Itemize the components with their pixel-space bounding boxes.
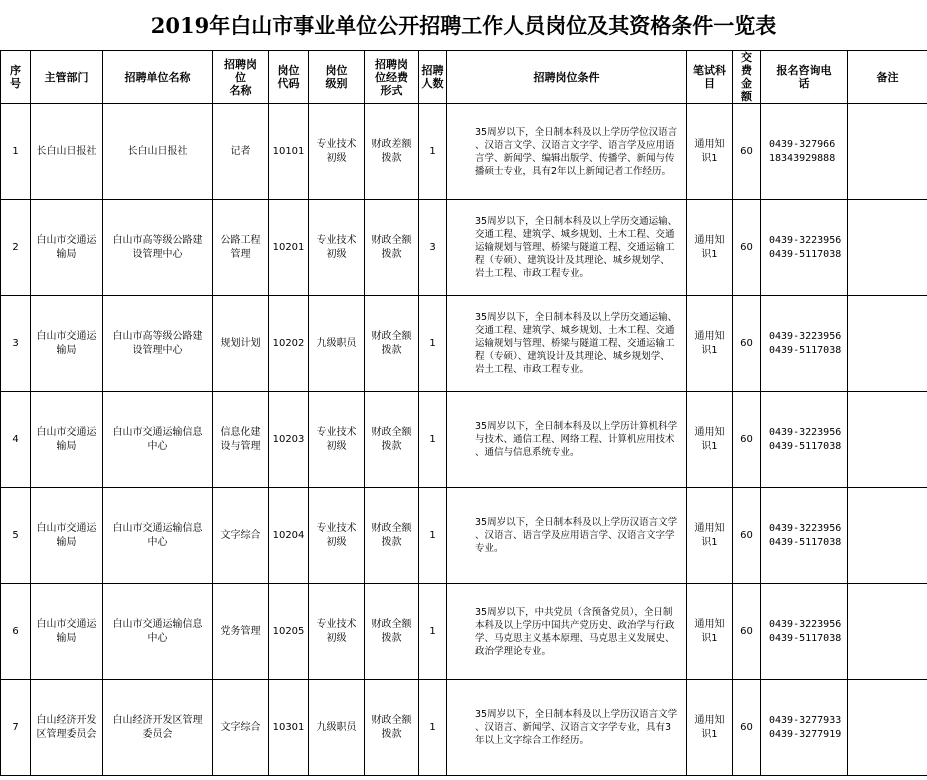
cell-phone: 0439-3223956 0439-5117038 [761, 488, 848, 584]
cell-fee: 60 [733, 488, 761, 584]
cell-fee: 60 [733, 296, 761, 392]
cell-fee: 60 [733, 680, 761, 776]
cell-no: 2 [1, 200, 31, 296]
cell-level: 专业技术 初级 [309, 200, 365, 296]
cell-unit: 白山市高等级公路建 设管理中心 [103, 296, 213, 392]
cell-count: 1 [419, 680, 447, 776]
cell-phone: 0439-3277933 0439-3277919 [761, 680, 848, 776]
header-no: 序 号 [1, 51, 31, 104]
table-row [1, 392, 927, 488]
cell-requirements: 35周岁以下，全日制本科及以上学历计算机科学 与技术、通信工程、网络工程、计算机应用技术 、通信与信息系统专业。 [447, 392, 687, 488]
cell-note [848, 584, 927, 680]
cell-no: 1 [1, 104, 31, 200]
cell-unit: 白山市高等级公路建 设管理中心 [103, 200, 213, 296]
header-code: 岗位 代码 [269, 51, 309, 104]
cell-unit: 白山市交通运输信息 中心 [103, 584, 213, 680]
cell-requirements: 35周岁以下，全日制本科及以上学历交通运输、 交通工程、建筑学、城乡规划、土木工程、交通 运输规划与管理、桥梁与隧道工程、交通运输工 程（专硕）、建筑设计及其理论、城乡规划学、 岩土工程、市政工程专业。 [447, 200, 687, 296]
cell-exam: 通用知 识1 [687, 488, 733, 584]
cell-post: 信息化建 设与管理 [213, 392, 269, 488]
header-level: 岗位 级别 [309, 51, 365, 104]
cell-exam: 通用知 识1 [687, 200, 733, 296]
cell-requirements: 35周岁以下，中共党员（含预备党员），全日制 本科及以上学历中国共产党历史、政治学与行政 学、马克思主义基本原理、马克思主义发展史、 政治学理论专业。 [447, 584, 687, 680]
cell-note [848, 296, 927, 392]
cell-note [848, 392, 927, 488]
cell-no: 6 [1, 584, 31, 680]
cell-fee: 60 [733, 104, 761, 200]
header-funding: 招聘岗 位经费 形式 [365, 51, 419, 104]
cell-count: 1 [419, 488, 447, 584]
cell-dept: 白山市交通运 输局 [31, 200, 103, 296]
header-row [1, 51, 927, 104]
header-dept: 主管部门 [31, 51, 103, 104]
cell-code: 10101 [269, 104, 309, 200]
table-row [1, 584, 927, 680]
table-row [1, 200, 927, 296]
cell-dept: 白山市交通运 输局 [31, 488, 103, 584]
cell-code: 10203 [269, 392, 309, 488]
cell-phone: 0439-3223956 0439-5117038 [761, 200, 848, 296]
cell-note [848, 104, 927, 200]
header-phone: 报名咨询电 话 [761, 51, 848, 104]
cell-requirements: 35周岁以下，全日制本科及以上学历交通运输、 交通工程、建筑学、城乡规划、土木工程、交通 运输规划与管理、桥梁与隧道工程、交通运输工 程（专硕）、建筑设计及其理论、城乡规划学、 岩土工程、市政工程专业。 [447, 296, 687, 392]
header-exam: 笔试科 目 [687, 51, 733, 104]
cell-count: 1 [419, 392, 447, 488]
cell-code: 10202 [269, 296, 309, 392]
cell-note [848, 488, 927, 584]
cell-post: 党务管理 [213, 584, 269, 680]
cell-level: 专业技术 初级 [309, 104, 365, 200]
cell-exam: 通用知 识1 [687, 584, 733, 680]
header-count: 招聘 人数 [419, 51, 447, 104]
cell-phone: 0439-3223956 0439-5117038 [761, 584, 848, 680]
cell-requirements: 35周岁以下，全日制本科及以上学历汉语言文学 、汉语言、语言学及应用语言学、汉语言文字学 专业。 [447, 488, 687, 584]
cell-funding: 财政全额 拨款 [365, 392, 419, 488]
positions-table [0, 50, 927, 776]
cell-fee: 60 [733, 584, 761, 680]
cell-post: 记者 [213, 104, 269, 200]
header-post: 招聘岗 位 名称 [213, 51, 269, 104]
header-fee: 交 费 金 额 [733, 51, 761, 104]
cell-no: 5 [1, 488, 31, 584]
cell-phone: 0439-3223956 0439-5117038 [761, 296, 848, 392]
cell-unit: 白山市交通运输信息 中心 [103, 488, 213, 584]
cell-code: 10205 [269, 584, 309, 680]
cell-no: 7 [1, 680, 31, 776]
cell-note [848, 680, 927, 776]
table-row [1, 296, 927, 392]
cell-level: 专业技术 初级 [309, 392, 365, 488]
cell-fee: 60 [733, 200, 761, 296]
cell-unit: 白山市交通运输信息 中心 [103, 392, 213, 488]
cell-count: 1 [419, 104, 447, 200]
cell-requirements: 35周岁以下，全日制本科及以上学历汉语言文学 、汉语言、新闻学、汉语言文字学专业，具有3 年以上文字综合工作经历。 [447, 680, 687, 776]
cell-no: 4 [1, 392, 31, 488]
cell-funding: 财政全额 拨款 [365, 296, 419, 392]
cell-dept: 长白山日报社 [31, 104, 103, 200]
table-row [1, 104, 927, 200]
cell-post: 公路工程 管理 [213, 200, 269, 296]
cell-code: 10201 [269, 200, 309, 296]
cell-dept: 白山市交通运 输局 [31, 392, 103, 488]
cell-post: 文字综合 [213, 488, 269, 584]
cell-post: 规划计划 [213, 296, 269, 392]
cell-no: 3 [1, 296, 31, 392]
cell-level: 专业技术 初级 [309, 488, 365, 584]
cell-funding: 财政全额 拨款 [365, 680, 419, 776]
cell-level: 九级职员 [309, 680, 365, 776]
cell-code: 10204 [269, 488, 309, 584]
table-row [1, 488, 927, 584]
cell-unit: 长白山日报社 [103, 104, 213, 200]
header-requirements: 招聘岗位条件 [447, 51, 687, 104]
table-row [1, 680, 927, 776]
cell-fee: 60 [733, 392, 761, 488]
cell-exam: 通用知 识1 [687, 392, 733, 488]
cell-note [848, 200, 927, 296]
cell-level: 九级职员 [309, 296, 365, 392]
cell-exam: 通用知 识1 [687, 104, 733, 200]
cell-funding: 财政全额 拨款 [365, 584, 419, 680]
cell-funding: 财政全额 拨款 [365, 488, 419, 584]
cell-level: 专业技术 初级 [309, 584, 365, 680]
cell-dept: 白山市交通运 输局 [31, 584, 103, 680]
cell-phone: 0439-327966 18343929888 [761, 104, 848, 200]
cell-count: 1 [419, 584, 447, 680]
cell-phone: 0439-3223956 0439-5117038 [761, 392, 848, 488]
cell-funding: 财政全额 拨款 [365, 200, 419, 296]
header-unit: 招聘单位名称 [103, 51, 213, 104]
cell-count: 3 [419, 200, 447, 296]
cell-funding: 财政差额 拨款 [365, 104, 419, 200]
cell-dept: 白山经济开发 区管理委员会 [31, 680, 103, 776]
cell-count: 1 [419, 296, 447, 392]
page-title: 2019年白山市事业单位公开招聘工作人员岗位及其资格条件一览表 [0, 0, 927, 51]
cell-requirements: 35周岁以下，全日制本科及以上学历学位汉语言 、汉语言文学、汉语言文字学、语言学及应用语 言学、新闻学、编辑出版学、传播学、新闻与传 播硕士专业，具有2年以上新闻记者工作经历。 [447, 104, 687, 200]
cell-exam: 通用知 识1 [687, 296, 733, 392]
cell-unit: 白山经济开发区管理 委员会 [103, 680, 213, 776]
cell-post: 文字综合 [213, 680, 269, 776]
cell-code: 10301 [269, 680, 309, 776]
header-note: 备注 [848, 51, 927, 104]
cell-exam: 通用知 识1 [687, 680, 733, 776]
cell-dept: 白山市交通运 输局 [31, 296, 103, 392]
